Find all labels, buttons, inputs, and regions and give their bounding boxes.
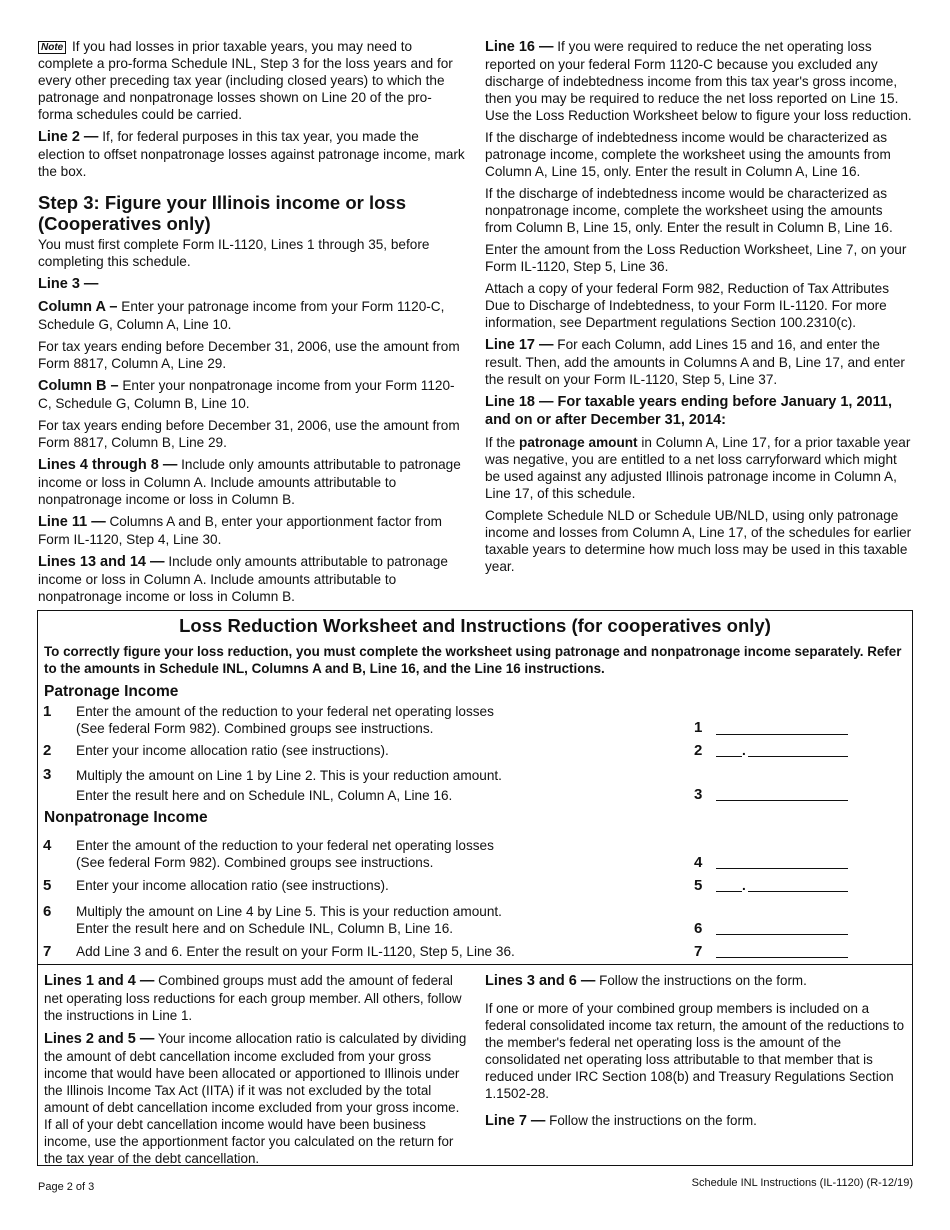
line2-paragraph: Line 2 — If, for federal purposes in this tax year, you made the election to offset nonpatronage losses against patronage income, mark the box. [38, 129, 465, 179]
line-2-input-whole[interactable] [716, 742, 742, 757]
lines4-8-paragraph: Lines 4 through 8 — Include only amounts attributable to patronage income or loss in Column A. Include amounts attributable to nonpatronage income or loss in Column B. [38, 457, 461, 507]
line16-paragraph-3: If the discharge of indebtedness income would be characterized as nonpatronage income, complete the worksheet using the amounts from Column B, Line 15, only. Enter the result in Column B, Line 16. [485, 186, 893, 235]
line-number: 2 [43, 742, 52, 759]
line-2-input-decimal[interactable] [748, 742, 848, 757]
note-icon: Note [38, 41, 66, 54]
line-text: Multiply the amount on Line 4 by Line 5. This is your reduction amount. Enter the result here and on Schedule INL, Column B, Line 16. [76, 904, 502, 936]
line-3-input[interactable] [716, 786, 848, 801]
line-ref-number: 1 [694, 719, 703, 736]
line-number: 7 [43, 943, 52, 960]
line-6-input[interactable] [716, 920, 848, 935]
line-number: 1 [43, 703, 52, 720]
decimal-point: . [742, 878, 746, 893]
patronage-heading: Patronage Income [44, 683, 179, 700]
line18-heading: Line 18 — For taxable years ending before January 1, 2011, and on or after December 31, 2014: [485, 394, 892, 428]
line16-paragraph-2: If the discharge of indebtedness income would be characterized as patronage income, complete the worksheet using the amounts from Column A, Line 15, only. Enter the result in Column A, Line 16. [485, 130, 891, 179]
column-a-paragraph-2: For tax years ending before December 31, 2006, use the amount from Form 8817, Column A, Line 29. [38, 339, 460, 371]
nonpatronage-heading: Nonpatronage Income [44, 809, 208, 826]
line16-paragraph-5: Attach a copy of your federal Form 982, Reduction of Tax Attributes Due to Discharge of Indebtedness, to your Form IL-1120. For more information, see Department regulations Section 100.2310(c). [485, 281, 890, 330]
page-number: Page 2 of 3 [38, 1181, 95, 1193]
line-7-input[interactable] [716, 943, 848, 958]
worksheet-intro: To correctly figure your loss reduction, you must complete the worksheet using patronage and nonpatronage income separately. Refer to the amounts in Schedule INL, Columns A and B, Line 16, and the Line 16 instructions. [44, 644, 902, 676]
line16-paragraph-4: Enter the amount from the Loss Reduction Worksheet, Line 7, on your Form IL-1120, Step 5, Line 36. [485, 242, 907, 274]
worksheet-title: Loss Reduction Worksheet and Instructions (for cooperatives only) [179, 615, 771, 636]
right-column [485, 38, 913, 580]
form-identifier: Schedule INL Instructions (IL-1120) (R-12/19) [691, 1177, 913, 1189]
worksheet-instructions-right [485, 972, 907, 1136]
line-5-input-decimal[interactable] [748, 877, 848, 892]
left-column [38, 38, 466, 610]
line-text: Enter the amount of the reduction to your federal net operating losses (See federal Form 982). Combined groups see instructions. [76, 838, 494, 870]
line18-paragraph: If the patronage amount in Column A, Line 17, for a prior taxable year was negative, you are entitled to a net loss carryforward which might be used against any adjusted Illinois patronage income in Column A, Line 17, of this schedule. [485, 435, 911, 501]
lines3-6-instructions: Lines 3 and 6 — Follow the instructions on the form. [485, 973, 807, 989]
line-text: Enter the amount of the reduction to your federal net operating losses (See federal Form 982). Combined groups see instructions. [76, 704, 494, 736]
line3-heading: Line 3 — [38, 276, 99, 292]
line-text: Multiply the amount on Line 1 by Line 2. This is your reduction amount. Enter the result here and on Schedule INL, Column A, Line 16. [76, 768, 502, 803]
line-number: 3 [43, 766, 52, 783]
line-text: Enter your income allocation ratio (see instructions). [76, 743, 389, 758]
column-b-paragraph-2: For tax years ending before December 31, 2006, use the amount from Form 8817, Column B, Line 29. [38, 418, 460, 450]
line-text: Add Line 3 and 6. Enter the result on your Form IL-1120, Step 5, Line 36. [76, 944, 515, 959]
decimal-point: . [742, 743, 746, 758]
line11-paragraph: Line 11 — Columns A and B, enter your apportionment factor from Form IL-1120, Step 4, Line 30. [38, 514, 442, 547]
line-ref-number: 5 [694, 877, 703, 894]
lines2-5-instructions: Lines 2 and 5 — Your income allocation ratio is calculated by dividing the amount of debt cancellation income excluded from your gross income that would have been allocated or apportioned to Illinois under the Illinois Income Tax Act (IITA) if it was not excluded by the total amount of debt cancellation income excluded from your gross income. If all of your debt cancellation income would have been business income, use the apportionment factor you calculated on the return for the tax year of the debt cancellation. [44, 1031, 467, 1166]
line7-instructions: Line 7 — Follow the instructions on the form. [485, 1113, 757, 1129]
note-paragraph: Note If you had losses in prior taxable years, you may need to complete a pro-forma Schedule INL, Step 3 for the loss years and for every other preceding tax year (including closed years) to which the patronage and nonpatronage losses shown on Line 20 of the pro-forma schedules could be carried. [38, 39, 453, 122]
worksheet-instructions-left [44, 972, 468, 1173]
line18-paragraph-2: Complete Schedule NLD or Schedule UB/NLD, using only patronage income and losses from Column A, Line 17, of the schedules for earlier taxable years to determine how much loss may be used in this taxable year. [485, 508, 912, 574]
column-b-paragraph: Column B – Enter your nonpatronage income from your Form 1120-C, Schedule G, Column B, Line 10. [38, 378, 455, 411]
loss-reduction-worksheet [37, 610, 913, 1166]
line-1-input[interactable] [716, 720, 848, 735]
combined-group-paragraph: If one or more of your combined group members is included on a federal consolidated income tax return, the amount of the reductions to the member's federal net operating loss is the amount of the consolidated net operating loss attributable to that member that is reduced under IRC Section 108(b) and Treasury Regulations Section 1.1502-28. [485, 1001, 905, 1101]
lines13-14-paragraph: Lines 13 and 14 — Include only amounts attributable to patronage income or loss in Column A. Include amounts attributable to nonpatronage income or loss in Column B. [38, 554, 448, 604]
line-4-input[interactable] [716, 854, 848, 869]
line-number: 6 [43, 903, 52, 920]
step3-heading: Step 3: Figure your Illinois income or loss (Cooperatives only) [38, 192, 407, 234]
worksheet-divider [38, 964, 912, 965]
line-5-input-whole[interactable] [716, 877, 742, 892]
line16-paragraph: Line 16 — If you were required to reduce the net operating loss reported on your federal Form 1120-C because you excluded any discharge of indebtedness income from this tax year's gross income, then you may be required to reduce the net loss reported on Line 15. Use the Loss Reduction Worksheet below to figure your loss reduction. [485, 39, 912, 123]
column-a-paragraph: Column A – Enter your patronage income from your Form 1120-C, Schedule G, Column A, Line 10. [38, 299, 445, 332]
line-ref-number: 2 [694, 742, 703, 759]
line-ref-number: 6 [694, 920, 703, 937]
line-ref-number: 3 [694, 786, 703, 803]
line-ref-number: 4 [694, 854, 703, 871]
line-text: Enter your income allocation ratio (see instructions). [76, 878, 389, 893]
lines1-4-instructions: Lines 1 and 4 — Combined groups must add the amount of federal net operating loss reductions for each group member. All others, follow the instructions in Line 1. [44, 973, 462, 1023]
line-number: 5 [43, 877, 52, 894]
line-ref-number: 7 [694, 943, 703, 960]
line-number: 4 [43, 837, 52, 854]
step3-text: You must first complete Form IL-1120, Lines 1 through 35, before completing this schedule. [38, 237, 430, 269]
line17-paragraph: Line 17 — For each Column, add Lines 15 and 16, and enter the result. Then, add the amounts in Columns A and B, Line 17, and enter the result on your Form IL-1120, Step 5, Line 37. [485, 337, 905, 387]
